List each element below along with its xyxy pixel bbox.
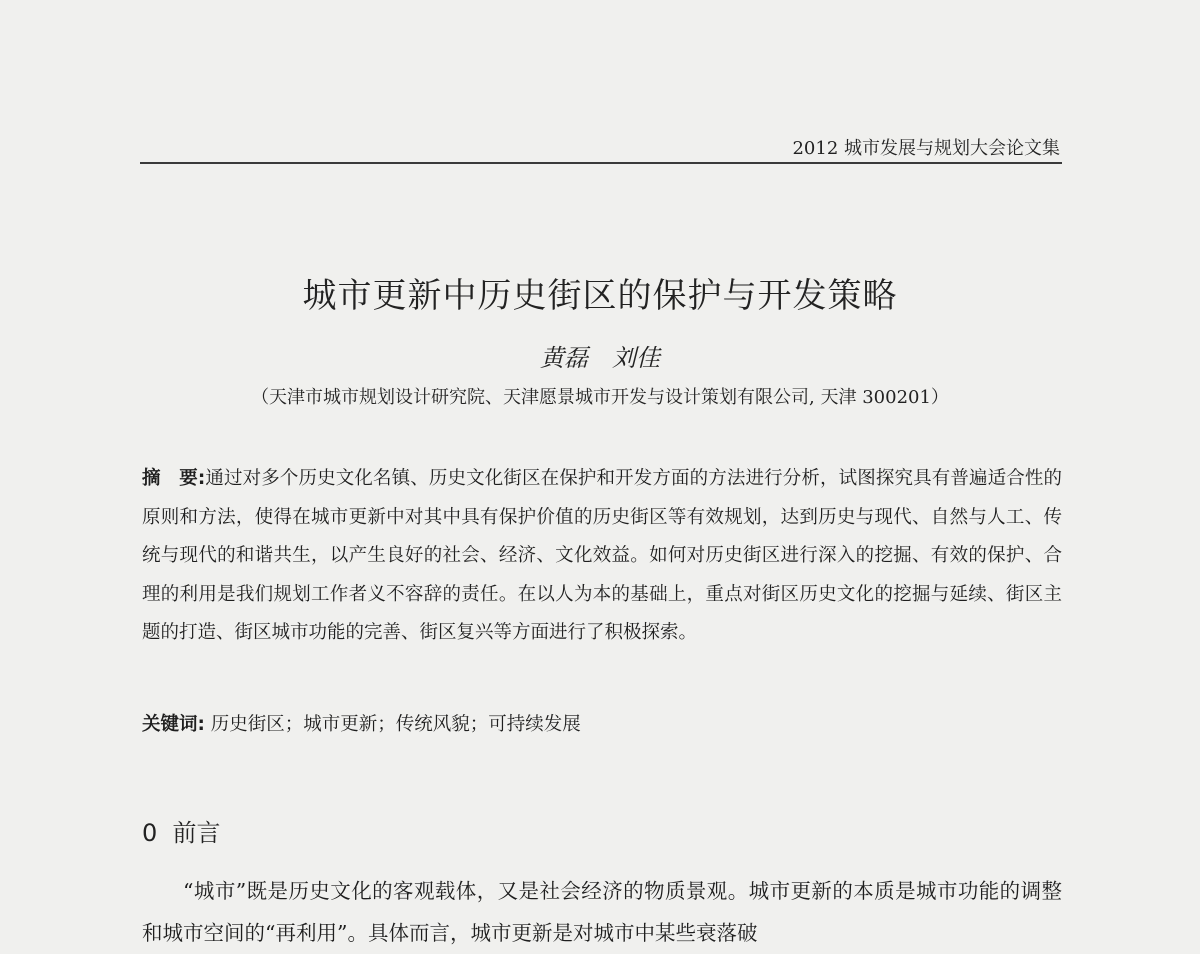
abstract-block <box>142 460 1062 653</box>
abstract-label: 摘 要: <box>142 468 206 489</box>
abstract-text: 通过对多个历史文化名镇、历史文化街区在保护和开发方面的方法进行分析，试图探究具有普遍适合性的原则和方法，使得在城市更新中对其中具有保护价值的历史街区等有效规划，达到历史与现代、自然与人工、传统与现代的和谐共生，以产生良好的社会、经济、文化效益。如何对历史街区进行深入的挖掘、有效的保护、合理的利用是我们规划工作者义不容辞的责任。在以人为本的基础上，重点对街区历史文化的挖掘与延续、街区主题的打造、街区城市功能的完善、街区复兴等方面进行了积极探索。 <box>142 468 1062 644</box>
body-paragraph: “城市”既是历史文化的客观载体，又是社会经济的物质景观。城市更新的本质是城市功能的调整和城市空间的“再利用”。具体而言，城市更新是对城市中某些衰落破 <box>142 879 1062 945</box>
paper-title: 城市更新中历史街区的保护与开发策略 <box>302 276 898 316</box>
paper-authors: 黄磊 刘佳 <box>540 344 660 372</box>
header-divider <box>140 162 1062 164</box>
proceedings-header: 2012 城市发展与规划大会论文集 <box>792 138 1060 159</box>
section-heading: 0 前言 <box>142 819 221 847</box>
keywords-text: 历史街区；城市更新；传统风貌；可持续发展 <box>204 714 581 735</box>
keywords-block <box>142 710 1062 740</box>
paper-affiliation: （天津市城市规划设计研究院、天津愿景城市开发与设计策划有限公司, 天津 300201） <box>251 387 949 408</box>
keywords-label: 关键词: <box>142 714 205 735</box>
